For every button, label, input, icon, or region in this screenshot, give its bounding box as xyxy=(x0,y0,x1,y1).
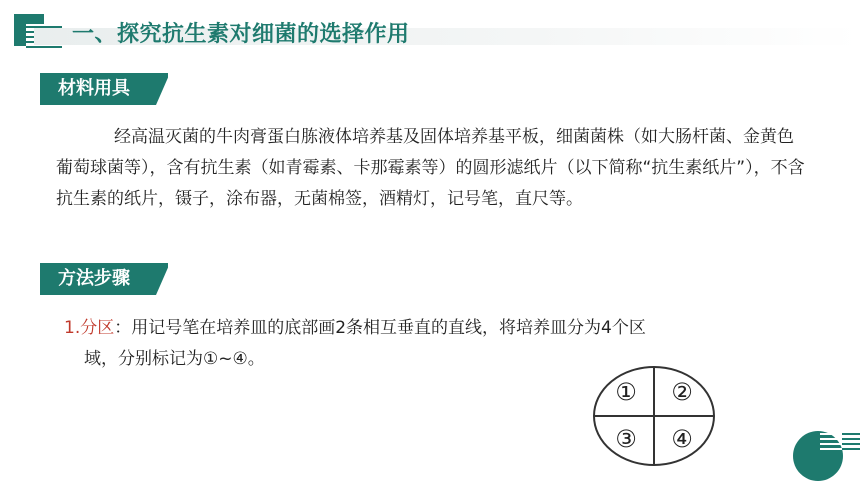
section-tag-materials xyxy=(40,73,168,105)
step-1-text: ：用记号笔在培养皿的底部画2条相互垂直的直线，将培养皿分为4个区 xyxy=(114,318,646,338)
dish-label-2: ② xyxy=(671,378,693,406)
petri-dish-diagram xyxy=(592,365,716,467)
section-tag-label: 方法步骤 xyxy=(58,268,130,289)
step-1-text-continued: 域，分别标记为①~④。 xyxy=(84,349,265,369)
dish-label-4: ④ xyxy=(671,425,693,453)
corner-decoration-icon xyxy=(790,420,860,484)
dish-label-3: ③ xyxy=(615,425,637,453)
dish-label-1: ① xyxy=(615,378,637,406)
section-tag-methods xyxy=(40,263,168,295)
section-tag-label: 材料用具 xyxy=(58,78,130,99)
materials-paragraph: 经高温灭菌的牛肉膏蛋白胨液体培养基及固体培养基平板，细菌菌株（如大肠杆菌、金黄色葡萄球菌等），含有抗生素（如青霉素、卡那霉素等）的圆形滤纸片（以下简称“抗生素纸片”），不含抗生素的纸片，镊子，涂布器，无菌棉签，酒精灯，记号笔，直尺等。 xyxy=(56,127,805,209)
step-1-number: 1.分区 xyxy=(64,318,115,338)
page-title: 一、探究抗生素对细菌的选择作用 xyxy=(72,22,410,47)
